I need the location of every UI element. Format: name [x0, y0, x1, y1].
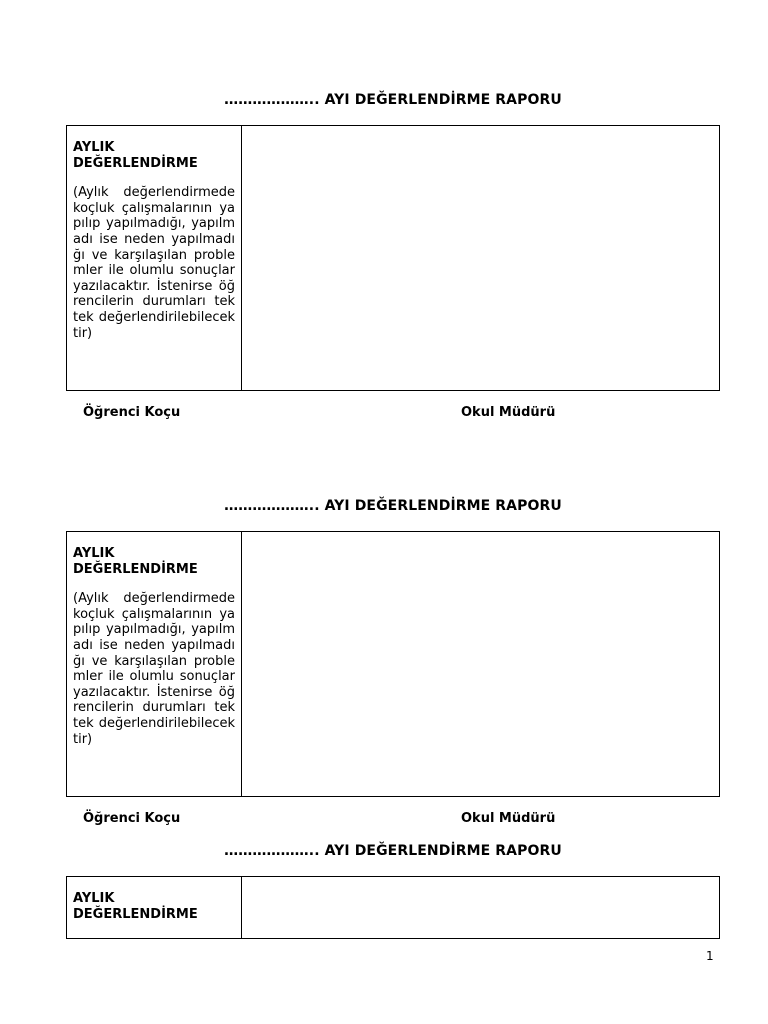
label-cell-3 — [67, 877, 242, 938]
content-cell-3[interactable] — [242, 877, 719, 938]
report-title-2: ……………….. AYI DEĞERLENDİRME RAPORU — [224, 498, 562, 514]
label-cell-1 — [67, 126, 242, 390]
signature-coach-1: Öğrenci Koçu — [83, 405, 181, 420]
report-table-2 — [66, 531, 720, 797]
report-title-1: ……………….. AYI DEĞERLENDİRME RAPORU — [224, 92, 562, 108]
page-number: 1 — [706, 949, 714, 963]
content-cell-2[interactable] — [242, 532, 719, 796]
signature-principal-2: Okul Müdürü — [461, 811, 556, 826]
signature-principal-1: Okul Müdürü — [461, 405, 556, 420]
signature-coach-2: Öğrenci Koçu — [83, 811, 181, 826]
cell-heading-1: AYLIK DEĞERLENDİRME — [73, 140, 198, 171]
report-title-3: ……………….. AYI DEĞERLENDİRME RAPORU — [224, 843, 562, 859]
content-cell-1[interactable] — [242, 126, 719, 390]
cell-heading-3: AYLIK DEĞERLENDİRME — [73, 891, 198, 922]
report-table-3 — [66, 876, 720, 939]
cell-description-2: (Aylık değerlendirmede koçluk çalışmalarının yapılıp yapılmadığı, yapılmadı ise neden yapılmadığı ve karşılaşılan problemler ile olumlu sonuçlar yazılacaktır. İstenirse öğrencilerin durumları tek tek değerlendirilebilecektir) — [73, 591, 235, 747]
label-cell-2 — [67, 532, 242, 796]
cell-description-1: (Aylık değerlendirmede koçluk çalışmalarının yapılıp yapılmadığı, yapılmadı ise neden yapılmadığı ve karşılaşılan problemler ile olumlu sonuçlar yazılacaktır. İstenirse öğrencilerin durumları tek tek değerlendirilebilecektir) — [73, 185, 235, 341]
cell-heading-2: AYLIK DEĞERLENDİRME — [73, 546, 198, 577]
report-table-1 — [66, 125, 720, 391]
